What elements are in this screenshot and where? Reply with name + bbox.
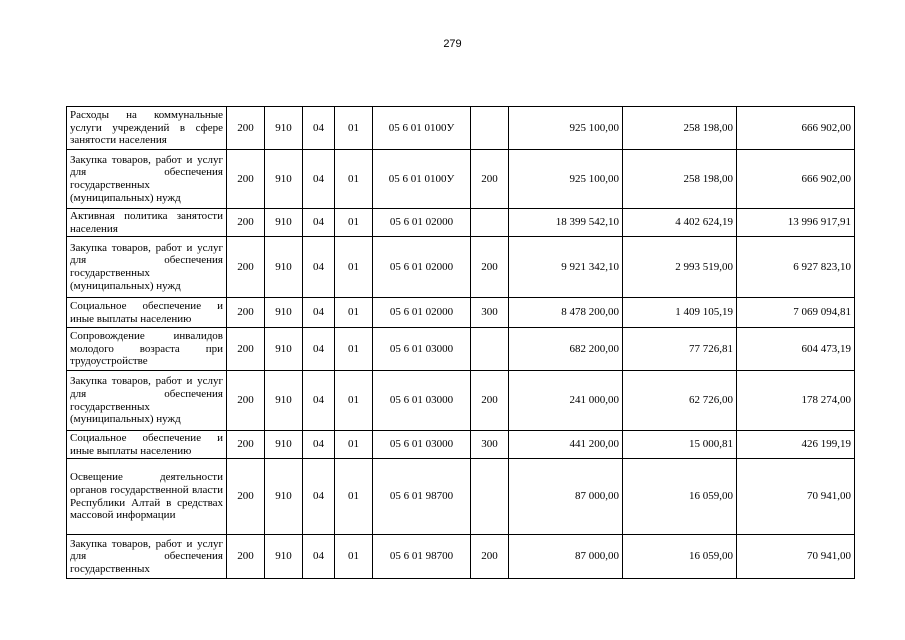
code-admin: 200 <box>227 298 265 328</box>
code-section: 04 <box>303 431 335 459</box>
table-row <box>67 328 855 371</box>
code-ministry: 910 <box>265 237 303 298</box>
code-subsection: 01 <box>335 371 373 431</box>
amount-remaining: 426 199,19 <box>737 431 855 459</box>
code-admin: 200 <box>227 150 265 209</box>
code-admin: 200 <box>227 328 265 371</box>
code-admin: 200 <box>227 237 265 298</box>
amount-remaining: 178 274,00 <box>737 371 855 431</box>
code-subsection: 01 <box>335 150 373 209</box>
amount-remaining: 70 941,00 <box>737 535 855 579</box>
amount-planned: 925 100,00 <box>509 150 623 209</box>
expense-type: 300 <box>471 298 509 328</box>
target-article: 05 6 01 03000 <box>373 328 471 371</box>
code-ministry: 910 <box>265 298 303 328</box>
code-ministry: 910 <box>265 431 303 459</box>
amount-planned: 87 000,00 <box>509 459 623 535</box>
expense-type <box>471 107 509 150</box>
amount-executed: 15 000,81 <box>623 431 737 459</box>
expense-type: 200 <box>471 150 509 209</box>
code-section: 04 <box>303 107 335 150</box>
amount-executed: 77 726,81 <box>623 328 737 371</box>
item-name: Социальное обеспечение и иные выплаты населению <box>67 431 227 459</box>
table-row <box>67 209 855 237</box>
code-ministry: 910 <box>265 328 303 371</box>
target-article: 05 6 01 0100У <box>373 150 471 209</box>
amount-remaining: 666 902,00 <box>737 150 855 209</box>
table-body <box>67 107 855 579</box>
target-article: 05 6 01 0100У <box>373 107 471 150</box>
code-admin: 200 <box>227 371 265 431</box>
amount-executed: 258 198,00 <box>623 150 737 209</box>
expense-type: 300 <box>471 431 509 459</box>
code-section: 04 <box>303 298 335 328</box>
code-ministry: 910 <box>265 459 303 535</box>
target-article: 05 6 01 98700 <box>373 459 471 535</box>
amount-planned: 8 478 200,00 <box>509 298 623 328</box>
code-admin: 200 <box>227 107 265 150</box>
expense-type: 200 <box>471 535 509 579</box>
item-name: Расходы на коммунальные услуги учреждений в сфере занятости населения <box>67 107 227 150</box>
expense-type <box>471 459 509 535</box>
amount-planned: 9 921 342,10 <box>509 237 623 298</box>
amount-remaining: 7 069 094,81 <box>737 298 855 328</box>
target-article: 05 6 01 02000 <box>373 298 471 328</box>
amount-planned: 241 000,00 <box>509 371 623 431</box>
target-article: 05 6 01 98700 <box>373 535 471 579</box>
code-ministry: 910 <box>265 209 303 237</box>
code-subsection: 01 <box>335 107 373 150</box>
target-article: 05 6 01 02000 <box>373 209 471 237</box>
expense-type <box>471 209 509 237</box>
code-section: 04 <box>303 237 335 298</box>
amount-planned: 682 200,00 <box>509 328 623 371</box>
item-name: Закупка товаров, работ и услуг для обеспечения государственных <box>67 535 227 579</box>
item-name: Сопровождение инвалидов молодого возраста при трудоустройстве <box>67 328 227 371</box>
code-admin: 200 <box>227 535 265 579</box>
code-ministry: 910 <box>265 535 303 579</box>
amount-remaining: 13 996 917,91 <box>737 209 855 237</box>
code-subsection: 01 <box>335 459 373 535</box>
code-admin: 200 <box>227 209 265 237</box>
amount-remaining: 604 473,19 <box>737 328 855 371</box>
item-name: Социальное обеспечение и иные выплаты населению <box>67 298 227 328</box>
amount-executed: 62 726,00 <box>623 371 737 431</box>
expense-type: 200 <box>471 237 509 298</box>
amount-executed: 4 402 624,19 <box>623 209 737 237</box>
amount-executed: 16 059,00 <box>623 535 737 579</box>
table-row <box>67 535 855 579</box>
amount-executed: 1 409 105,19 <box>623 298 737 328</box>
item-name: Закупка товаров, работ и услуг для обеспечения государственных (муниципальных) нужд <box>67 237 227 298</box>
item-name: Освещение деятельности органов государственной власти Республики Алтай в средствах массовой информации <box>67 459 227 535</box>
code-section: 04 <box>303 371 335 431</box>
target-article: 05 6 01 02000 <box>373 237 471 298</box>
code-admin: 200 <box>227 431 265 459</box>
amount-remaining: 666 902,00 <box>737 107 855 150</box>
code-ministry: 910 <box>265 107 303 150</box>
amount-remaining: 70 941,00 <box>737 459 855 535</box>
code-subsection: 01 <box>335 298 373 328</box>
amount-planned: 925 100,00 <box>509 107 623 150</box>
amount-executed: 16 059,00 <box>623 459 737 535</box>
table-row <box>67 431 855 459</box>
item-name: Активная политика занятости населения <box>67 209 227 237</box>
item-name: Закупка товаров, работ и услуг для обеспечения государственных (муниципальных) нужд <box>67 371 227 431</box>
target-article: 05 6 01 03000 <box>373 371 471 431</box>
code-section: 04 <box>303 209 335 237</box>
code-section: 04 <box>303 459 335 535</box>
expense-type <box>471 328 509 371</box>
table-row <box>67 298 855 328</box>
table-row <box>67 459 855 535</box>
code-section: 04 <box>303 328 335 371</box>
code-section: 04 <box>303 150 335 209</box>
code-section: 04 <box>303 535 335 579</box>
code-admin: 200 <box>227 459 265 535</box>
amount-remaining: 6 927 823,10 <box>737 237 855 298</box>
amount-planned: 87 000,00 <box>509 535 623 579</box>
budget-table <box>66 106 855 579</box>
code-subsection: 01 <box>335 431 373 459</box>
amount-planned: 18 399 542,10 <box>509 209 623 237</box>
code-subsection: 01 <box>335 328 373 371</box>
expense-type: 200 <box>471 371 509 431</box>
code-ministry: 910 <box>265 150 303 209</box>
code-subsection: 01 <box>335 535 373 579</box>
target-article: 05 6 01 03000 <box>373 431 471 459</box>
code-subsection: 01 <box>335 209 373 237</box>
code-subsection: 01 <box>335 237 373 298</box>
amount-executed: 2 993 519,00 <box>623 237 737 298</box>
amount-executed: 258 198,00 <box>623 107 737 150</box>
table-row <box>67 371 855 431</box>
item-name: Закупка товаров, работ и услуг для обеспечения государственных (муниципальных) нужд <box>67 150 227 209</box>
code-ministry: 910 <box>265 371 303 431</box>
amount-planned: 441 200,00 <box>509 431 623 459</box>
page-number: 279 <box>443 38 462 50</box>
table-row <box>67 237 855 298</box>
table-row <box>67 150 855 209</box>
table-row <box>67 107 855 150</box>
